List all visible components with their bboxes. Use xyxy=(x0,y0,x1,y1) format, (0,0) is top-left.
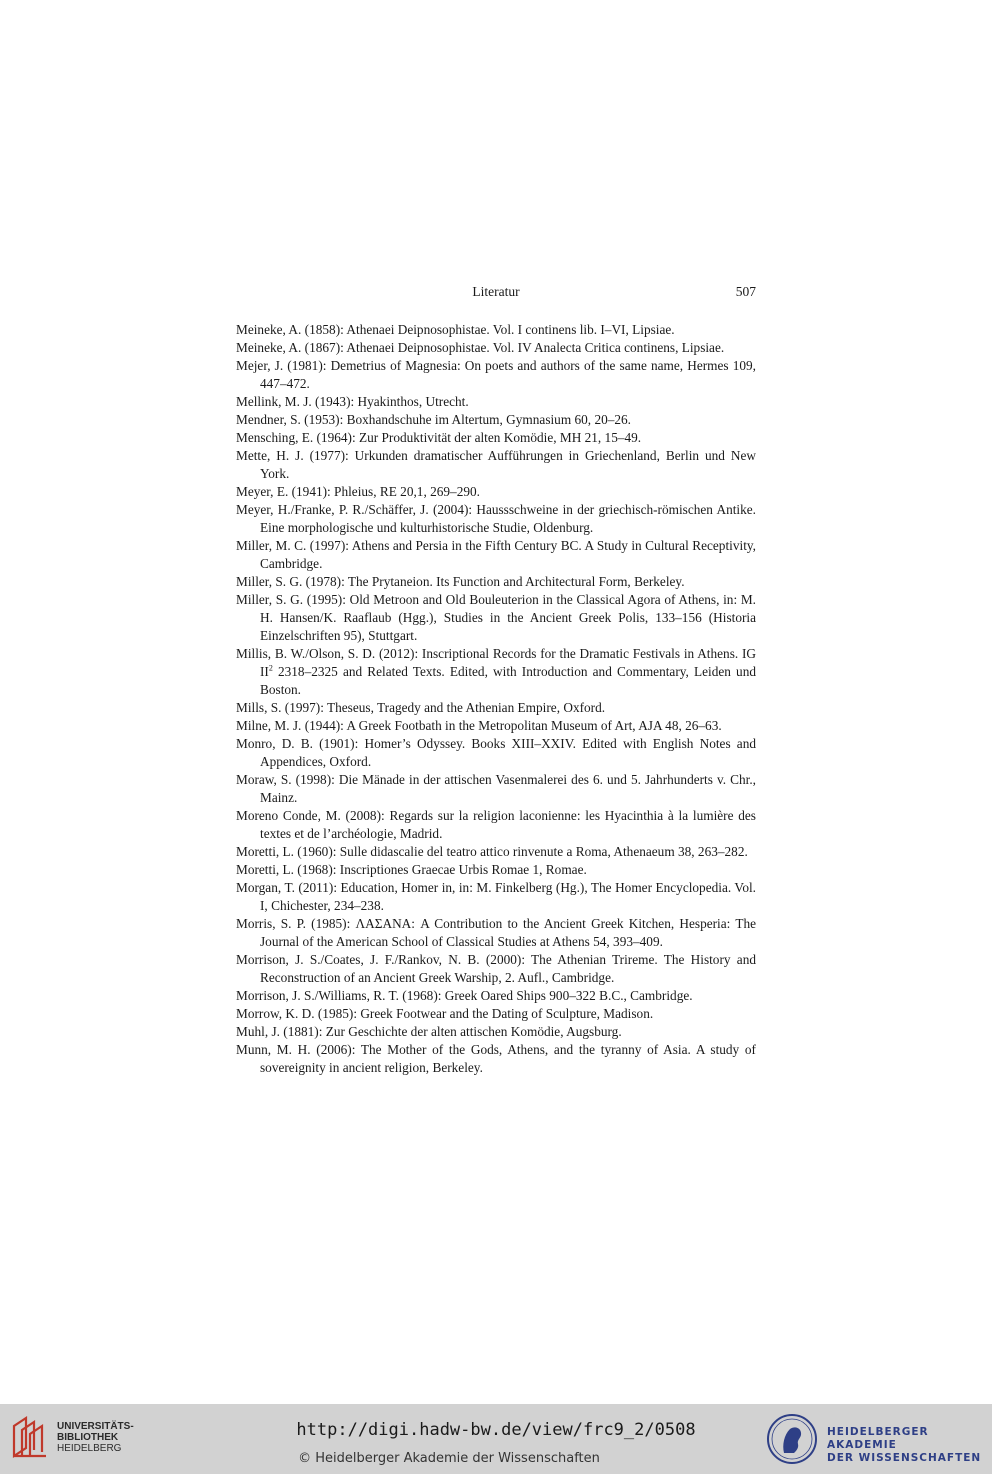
permalink-url[interactable]: http://digi.hadw-bw.de/view/frc9_2/0508 xyxy=(296,1420,696,1440)
bibliography-entry: Munn, M. H. (2006): The Mother of the Gods, Athens, and the tyranny of Asia. A study of sovereignity in ancient religion, Berkeley. xyxy=(236,1042,756,1075)
bibliography-entry: Monro, D. B. (1901): Homer’s Odyssey. Books XIII–XXIV. Edited with English Notes and Appendices, Oxford. xyxy=(236,736,756,769)
bibliography-entry: Morrison, J. S./Coates, J. F./Rankov, N. B. (2000): The Athenian Trireme. The History and Reconstruction of an Ancient Greek Warship, 2. Aufl., Cambridge. xyxy=(236,952,756,985)
millis-entry-text-continued: 2318–2325 and Related Texts. Edited, with Introduction and Commentary, Leiden und Boston. xyxy=(260,664,756,697)
bibliography-entry: Morrison, J. S./Williams, R. T. (1968): Greek Oared Ships 900–322 B.C., Cambridge. xyxy=(236,988,693,1003)
bibliography-entry: Miller, S. G. (1995): Old Metroon and Old Bouleuterion in the Classical Agora of Athens, in: M. H. Hansen/K. Raaflaub (Hgg.), Studies in the Ancient Greek Polis, 133–156 (Historia Einzelschriften 95), Stuttgart. xyxy=(236,592,756,643)
ub-line-1: UNIVERSITÄTS- xyxy=(57,1421,134,1432)
bibliography-entry-millis xyxy=(236,645,756,699)
bibliography-entry: Mills, S. (1997): Theseus, Tragedy and the Athenian Empire, Oxford. xyxy=(236,700,606,715)
running-title: Literatur xyxy=(472,284,520,299)
academy-name xyxy=(827,1426,992,1465)
bibliography-entry: Miller, S. G. (1978): The Prytaneion. Its Function and Architectural Form, Berkeley. xyxy=(236,574,685,589)
millis-entry-superscript: 2 xyxy=(268,663,273,673)
footer-bar xyxy=(0,1404,992,1474)
bibliography-list xyxy=(236,321,756,1077)
bibliography-entry: Moretti, L. (1968): Inscriptiones Graecae Urbis Romae 1, Romae. xyxy=(236,862,587,877)
bibliography-entry: Mette, H. J. (1977): Urkunden dramatischer Aufführungen in Griechenland, Berlin und New York. xyxy=(236,448,756,481)
academy-line-2: DER WISSENSCHAFTEN xyxy=(827,1452,982,1464)
millis-entry-text: Millis, B. W./Olson, S. D. (2012): Inscriptional Records for the Dramatic Festivals in Athens. IG II xyxy=(236,646,756,679)
bibliography-entry: Milne, M. J. (1944): A Greek Footbath in the Metropolitan Museum of Art, AJA 48, 26–63. xyxy=(236,718,722,733)
bibliography-entry: Moraw, S. (1998): Die Mänade in der attischen Vasenmalerei des 6. und 5. Jahrhunderts v. Chr., Mainz. xyxy=(236,772,756,805)
bibliography-entry: Mensching, E. (1964): Zur Produktivität der alten Komödie, MH 21, 15–49. xyxy=(236,430,642,445)
copyright-notice: © Heidelberger Akademie der Wissenschaften xyxy=(298,1451,600,1466)
bibliography-entry: Meineke, A. (1858): Athenaei Deipnosophistae. Vol. I continens lib. I–VI, Lipsiae. xyxy=(236,322,675,337)
ub-line-3: HEIDELBERG xyxy=(57,1443,122,1454)
bibliography-entry: Meyer, H./Franke, P. R./Schäffer, J. (2004): Haussschweine in der griechisch-römischen Antike. Eine morphologische und kulturhistorische Studie, Oldenburg. xyxy=(236,502,756,535)
bibliography-entry: Mendner, S. (1953): Boxhandschuhe im Altertum, Gymnasium 60, 20–26. xyxy=(236,412,632,427)
bibliography-entry: Meyer, E. (1941): Phleius, RE 20,1, 269–290. xyxy=(236,484,480,499)
bibliography-entry: Moreno Conde, M. (2008): Regards sur la religion laconienne: les Hyacinthia à la lumière des textes et de l’archéologie, Madrid. xyxy=(236,808,756,841)
bibliography-entry: Morrow, K. D. (1985): Greek Footwear and the Dating of Sculpture, Madison. xyxy=(236,1006,654,1021)
page-number: 507 xyxy=(735,284,756,299)
bibliography-entry: Muhl, J. (1881): Zur Geschichte der alten attischen Komödie, Augsburg. xyxy=(236,1024,622,1039)
bibliography-entry: Meineke, A. (1867): Athenaei Deipnosophistae. Vol. IV Analecta Critica continens, Lipsiae. xyxy=(236,340,725,355)
academy-seal-icon xyxy=(766,1413,818,1465)
bibliography-entry: Morris, S. P. (1985): ΛΑΣΑΝΑ: A Contribution to the Ancient Greek Kitchen, Hesperia: The Journal of the American School of Classical Studies at Athens 54, 393–409. xyxy=(236,916,756,949)
academy-line-1: HEIDELBERGER AKADEMIE xyxy=(827,1426,929,1451)
ub-line-2: BIBLIOTHEK xyxy=(57,1432,119,1443)
bibliography-entry: Mellink, M. J. (1943): Hyakinthos, Utrecht. xyxy=(236,394,469,409)
bibliography-entry: Miller, M. C. (1997): Athens and Persia in the Fifth Century BC. A Study in Cultural Receptivity, Cambridge. xyxy=(236,538,756,571)
running-header xyxy=(236,284,756,302)
bibliography-entry: Moretti, L. (1960): Sulle didascalie del teatro attico rinvenute a Roma, Athenaeum 38, 263–282. xyxy=(236,844,748,859)
bibliography-entry: Morgan, T. (2011): Education, Homer in, in: M. Finkelberg (Hg.), The Homer Encyclopedia. Vol. I, Chichester, 234–238. xyxy=(236,880,756,913)
bibliography-entry: Mejer, J. (1981): Demetrius of Magnesia: On poets and authors of the same name, Hermes 109, 447–472. xyxy=(236,358,756,391)
